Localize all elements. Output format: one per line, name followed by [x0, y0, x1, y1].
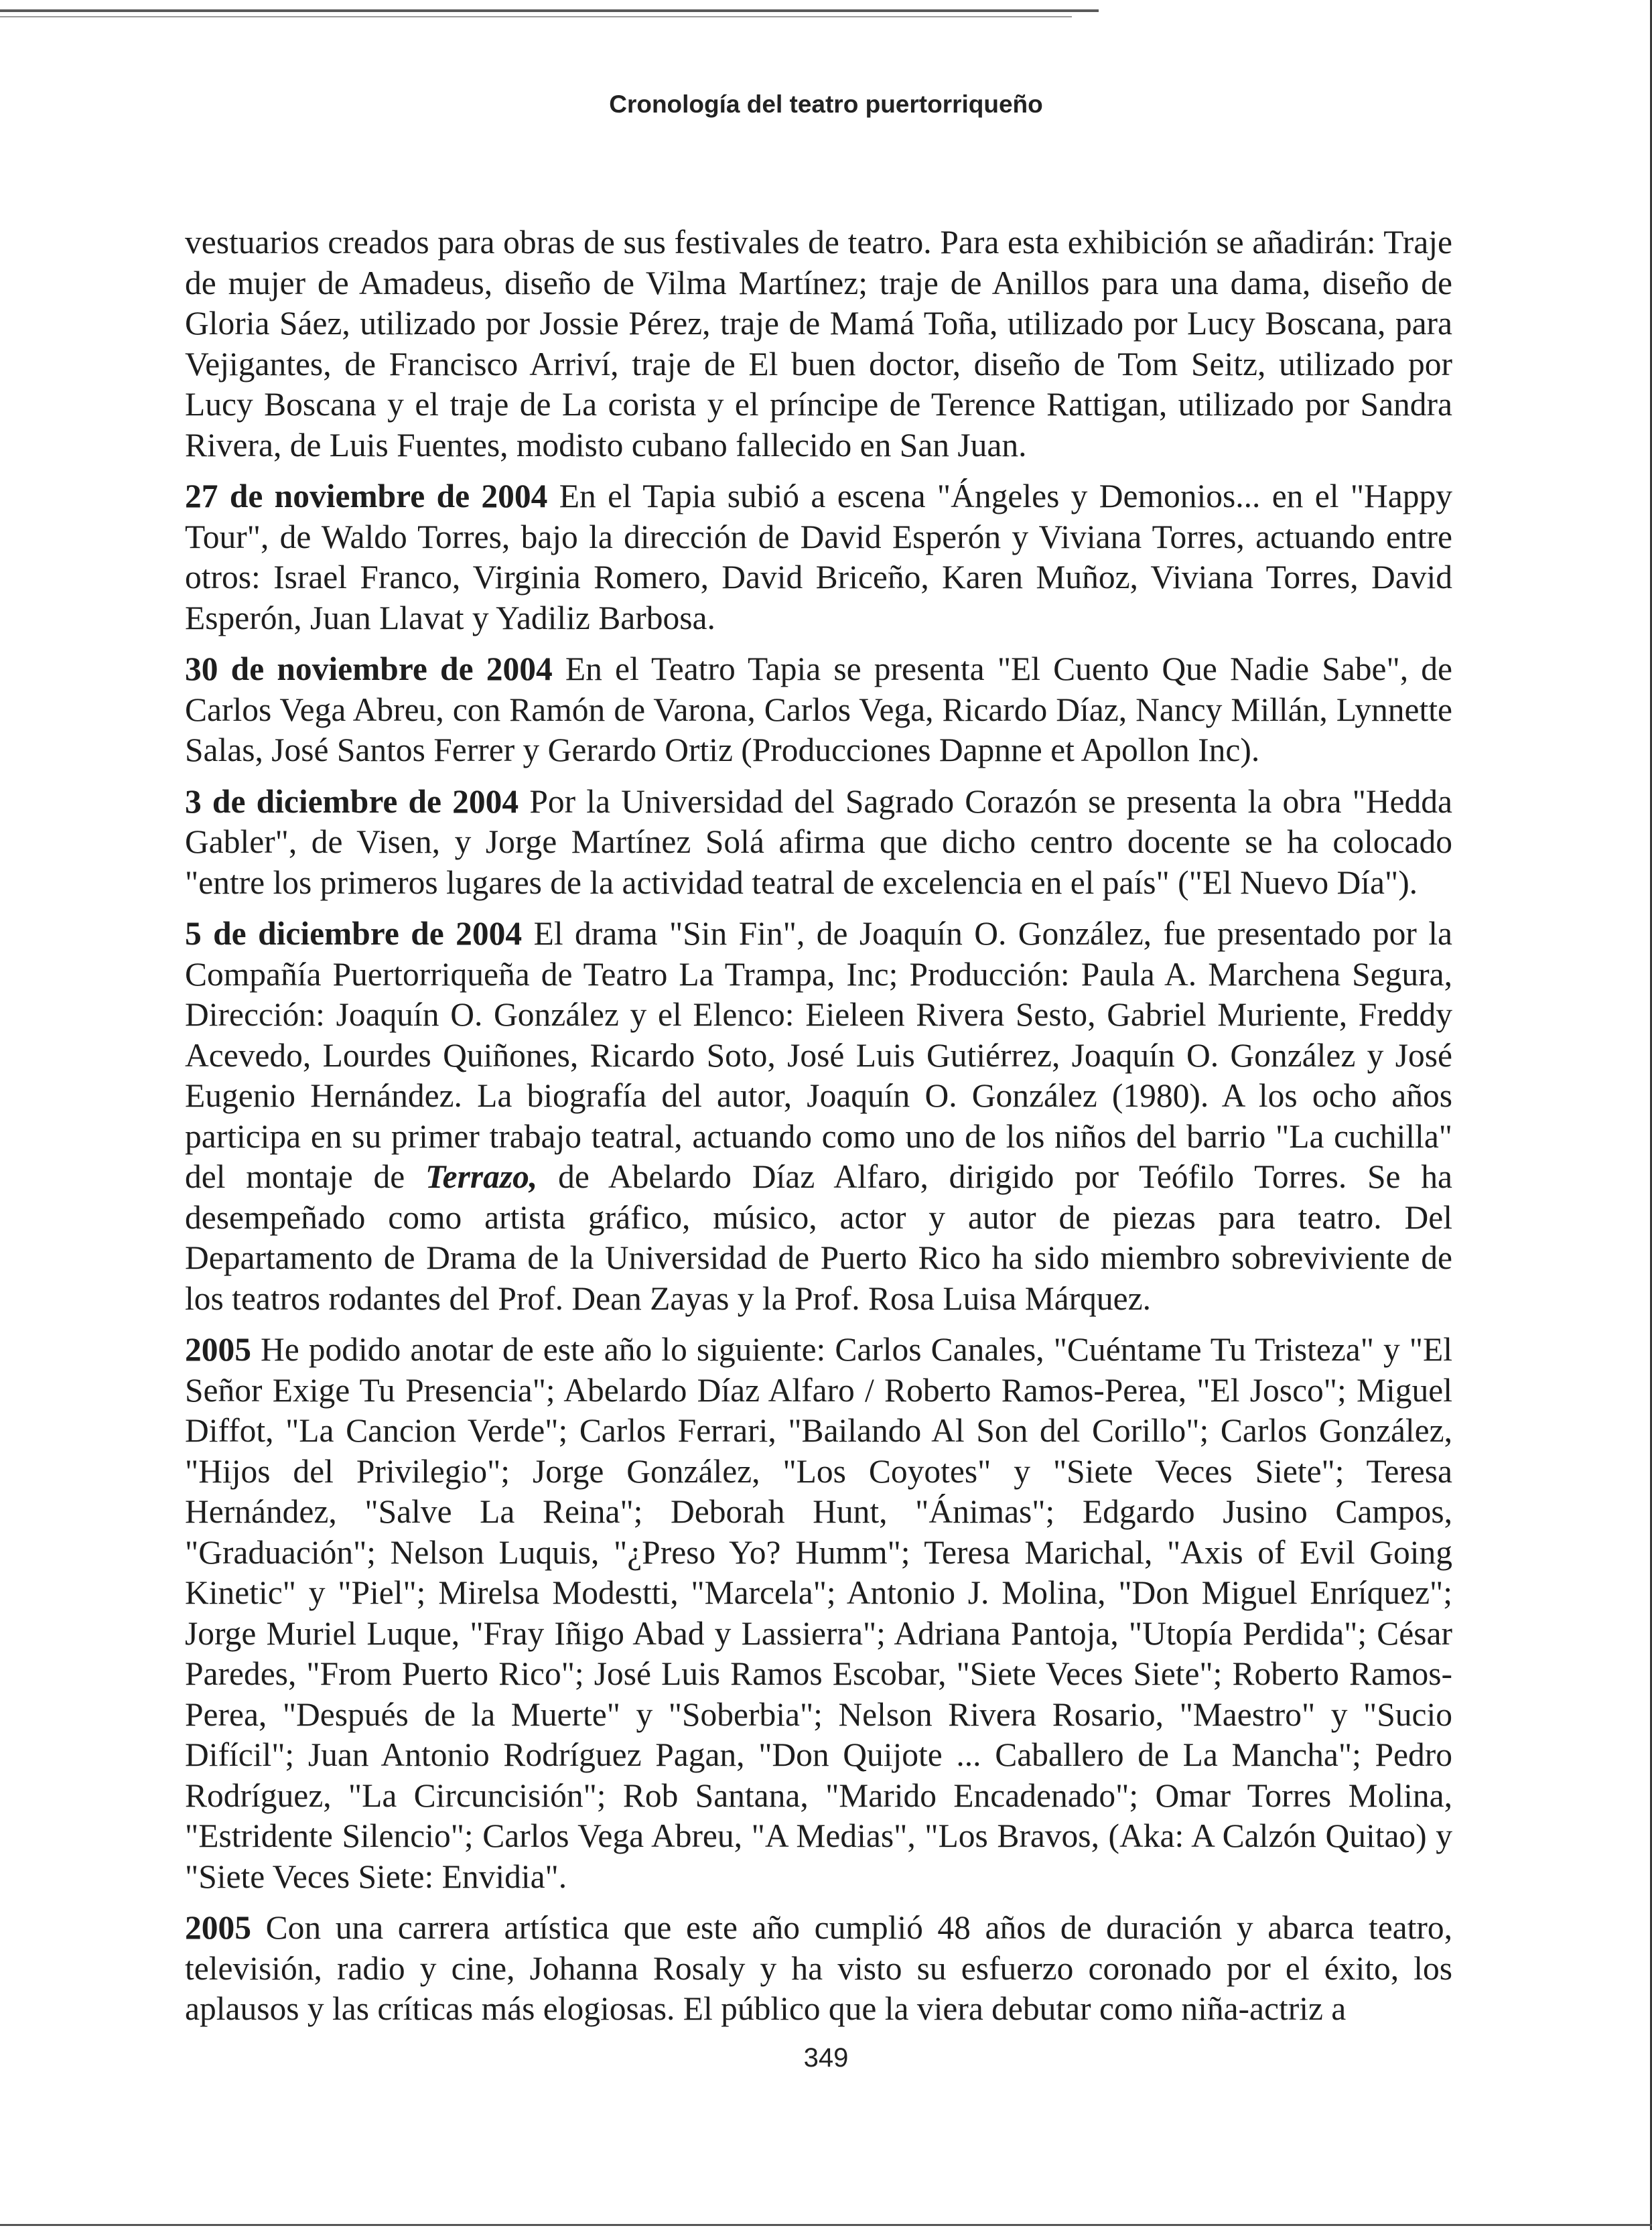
entry-date: 27 de noviembre de 2004: [185, 478, 548, 514]
entry-paragraph: [185, 222, 1452, 466]
entry-date: 5 de diciembre de 2004: [185, 915, 523, 952]
entry-date: 2005: [185, 1331, 251, 1368]
entry-date: 3 de diciembre de 2004: [185, 782, 519, 820]
page-number: 349: [803, 2043, 849, 2073]
running-title: Cronología del teatro puertorriqueño: [609, 90, 1043, 118]
play-title-emphasis: Terrazo,: [425, 1158, 538, 1195]
entry-paragraph: [185, 649, 1452, 771]
entry-text: El drama "Sin Fin", de Joaquín O. González, fue presentado por la Compañía Puertorriqueña de Teatro La Trampa, Inc; Producción: Paula A. Marchena Segura, Dirección: Joaquín O. González y el Elenco: Eieleen Rivera Sesto, Gabriel Muriente, Freddy Acevedo, Lourdes Quiñones, Ricardo Soto, José Luis Gutiérrez, Joaquín O. González y José Eugenio Hernández. La biografía del autor, Joaquín O. González (1980). A los ocho años participa en su primer trabajo teatral, actuando como uno de los niños del barrio "La cuchilla" del montaje de: [185, 915, 1452, 1195]
entry-text: Con una carrera artística que este año cumplió 48 años de duración y abarca teatro, televisión, radio y cine, Johanna Rosaly y ha visto su esfuerzo coronado por el éxito, los aplausos y las críticas más elogiosas. El público que la viera debutar como niña-actriz a: [185, 1909, 1452, 2027]
entry-text-continued: de Abelardo Díaz Alfaro, dirigido por Teófilo Torres. Se ha desempeñado como artista gráfico, músico, actor y autor de piezas para teatro. Del Departamento de Drama de la Universidad de Puerto Rico ha sido miembro sobreviviente de los teatros rodantes del Prof. Dean Zayas y la Prof. Rosa Luisa Márquez.: [185, 1158, 1452, 1317]
entry-paragraph: [185, 1908, 1452, 2030]
entry-text: Por la Universidad del Sagrado Corazón se presenta la obra "Hedda Gabler", de Visen, y Jorge Martínez Solá afirma que dicho centro docente se ha colocado "entre los primeros lugares de la actividad teatral de excelencia en el país" ("El Nuevo Día").: [185, 782, 1452, 901]
top-rule-secondary: [0, 16, 1072, 17]
entry-paragraph: [185, 782, 1452, 904]
entry-text: En el Teatro Tapia se presenta "El Cuento Que Nadie Sabe", de Carlos Vega Abreu, con Ramón de Varona, Carlos Vega, Ricardo Díaz, Nancy Millán, Lynnette Salas, José Santos Ferrer y Gerardo Ortiz (Producciones Dapnne et Apollon Inc).: [185, 650, 1452, 768]
entry-paragraph: [185, 476, 1452, 638]
entry-text: He podido anotar de este año lo siguiente: Carlos Canales, "Cuéntame Tu Tristeza" y "El Señor Exige Tu Presencia"; Abelardo Díaz Alfaro / Roberto Ramos-Perea, "El Josco"; Miguel Diffot, "La Cancion Verde"; Carlos Ferrari, "Bailando Al Son del Corillo"; Carlos González, "Hijos del Privilegio"; Jorge González, "Los Coyotes" y "Siete Veces Siete"; Teresa Hernández, "Salve La Reina"; Deborah Hunt, "Ánimas"; Edgardo Jusino Campos, "Graduación"; Nelson Luquis, "¿Preso Yo? Humm"; Teresa Marichal, "Axis of Evil Going Kinetic" y "Piel"; Mirelsa Modestti, "Marcela"; Antonio J. Molina, "Don Miguel Enríquez"; Jorge Muriel Luque, "Fray Iñigo Abad y Lassierra"; Adriana Pantoja, "Utopía Perdida"; César Paredes, "From Puerto Rico"; José Luis Ramos Escobar, "Siete Veces Siete"; Roberto Ramos-Perea, "Después de la Muerte" y "Soberbia"; Nelson Rivera Rosario, "Maestro" y "Sucio Difícil"; Juan Antonio Rodríguez Pagan, "Don Quijote ... Caballero de La Mancha"; Pedro Rodríguez, "La Circuncisión"; Rob Santana, "Marido Encadenado"; Omar Torres Molina, "Estridente Silencio"; Carlos Vega Abreu, "A Medias", "Los Bravos, (Aka: A Calzón Quitao) y "Siete Veces Siete: Envidia".: [185, 1331, 1452, 1895]
entry-text: vestuarios creados para obras de sus festivales de teatro. Para esta exhibición se añadirán: Traje de mujer de Amadeus, diseño de Vilma Martínez; traje de Anillos para una dama, diseño de Gloria Sáez, utilizado por Jossie Pérez, traje de Mamá Toña, utilizado por Lucy Boscana, para Vejigantes, de Francisco Arriví, traje de El buen doctor, diseño de Tom Seitz, utilizado por Lucy Boscana y el traje de La corista y el príncipe de Terence Rattigan, utilizado por Sandra Rivera, de Luis Fuentes, modisto cubano fallecido en San Juan.: [185, 224, 1452, 464]
bottom-rule: [0, 2224, 1652, 2226]
entry-paragraph: [185, 1330, 1452, 1897]
entry-date: 30 de noviembre de 2004: [185, 650, 553, 687]
top-rule: [0, 9, 1099, 12]
entry-text: En el Tapia subió a escena "Ángeles y Demonios... en el "Happy Tour", de Waldo Torres, bajo la dirección de David Esperón y Viviana Torres, actuando entre otros: Israel Franco, Virginia Romero, David Briceño, Karen Muñoz, Viviana Torres, David Esperón, Juan Llavat y Yadiliz Barbosa.: [185, 478, 1452, 636]
entry-paragraph: [185, 914, 1452, 1319]
page-body: [185, 222, 1452, 2040]
entry-date: 2005: [185, 1909, 251, 1946]
